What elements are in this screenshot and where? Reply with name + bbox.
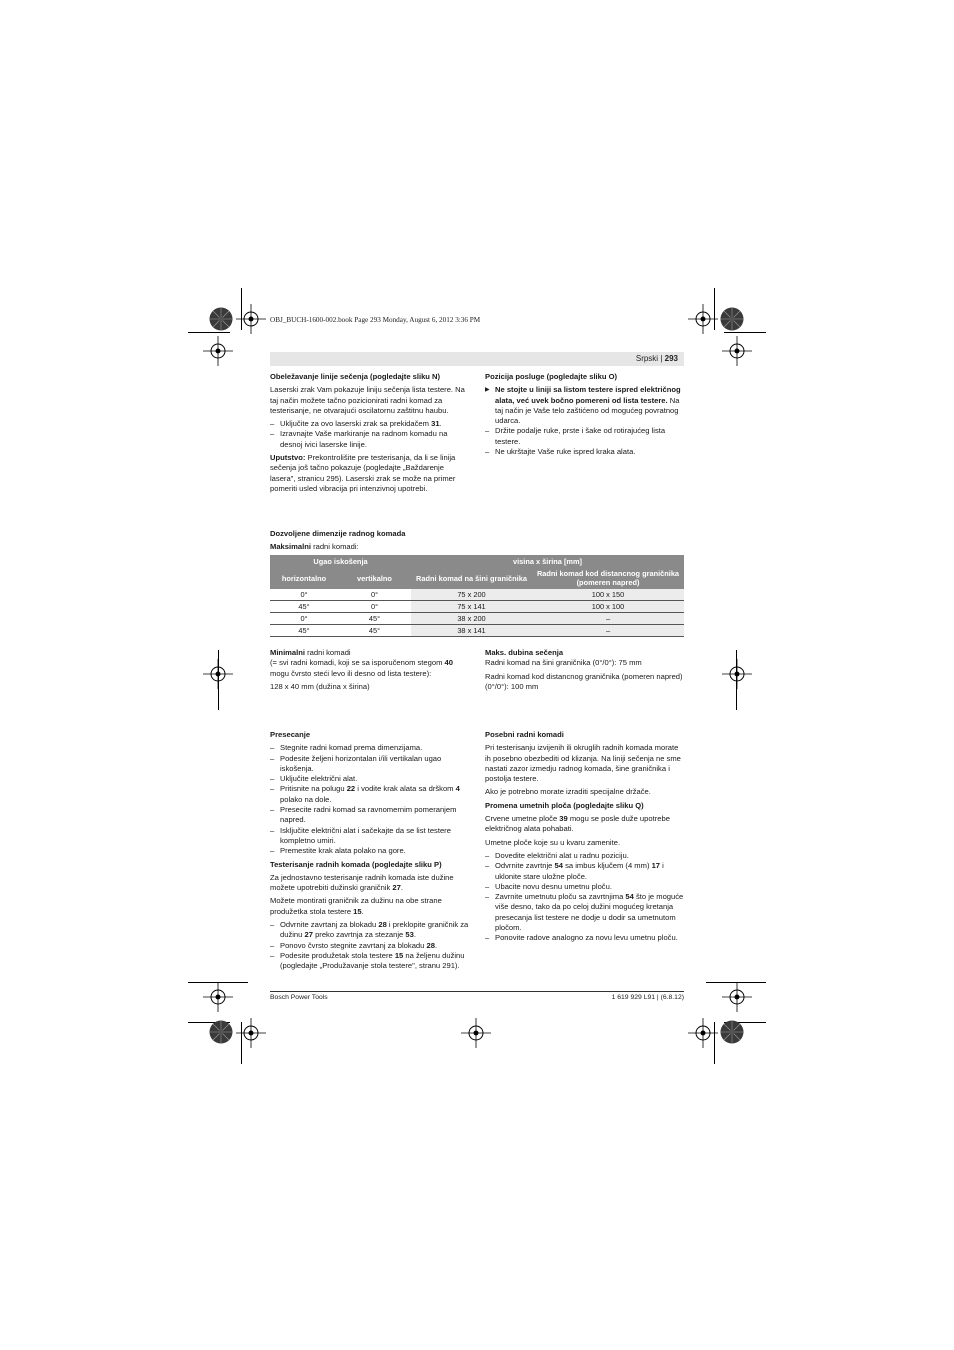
table-header-cell: horizontalno: [270, 567, 338, 589]
list-item: – Odvrnite zavrtanj za blokadu 28 i preklopite graničnik za dužinu 27 preko zavrtnja za stezanje 53.: [270, 920, 469, 941]
table-row: [270, 625, 684, 637]
list-item: – Uključite za ovo laserski zrak sa prekidačem 31.: [270, 419, 469, 429]
table-cell: 100 x 150: [532, 589, 684, 601]
page-number: 293: [664, 354, 678, 363]
warning-item: ▶ Ne stojte u liniji sa listom testere ispred električnog alata, već uvek bočno pomereni od lista testere. Na taj način je Vaše telo zaštićeno od mogućeg povratnog udarca.: [485, 385, 684, 426]
paragraph: (= svi radni komadi, koji se sa isporučenom stegom 40 mogu čvrsto steći levo ili desno od lista testere):: [270, 658, 453, 678]
table-cell: –: [532, 625, 684, 637]
registration-mark-icon: [236, 1018, 266, 1048]
table-header-cell: Radni komad kod distancnog graničnika (pomeren napred): [532, 567, 684, 589]
footer-divider: [270, 991, 684, 992]
color-calibration-dial-icon: [209, 307, 233, 331]
table-cell: 0°: [338, 589, 411, 601]
section-heading: Promena umetnih ploča (pogledajte sliku Q): [485, 800, 644, 810]
table-header-cell: Radni komad na šini graničnika: [411, 567, 532, 589]
footer-doc-number: 1 619 929 L91 | (6.8.12): [611, 994, 684, 1001]
registration-mark-icon: [722, 659, 752, 689]
registration-mark-icon: [203, 659, 233, 689]
table-cell: 45°: [270, 625, 338, 637]
table-cell: 75 x 141: [411, 601, 532, 613]
section-cut: [270, 730, 469, 975]
table-cell: 45°: [270, 601, 338, 613]
file-header: OBJ_BUCH-1600-002.book Page 293 Monday, August 6, 2012 3:36 PM: [270, 316, 481, 324]
section-heading: Pozicija posluge (pogledajte sliku O): [485, 372, 618, 381]
list: [270, 920, 469, 971]
paragraph: Za jednostavno testerisanje radnih komada iste dužine možete upotrebiti dužinski graničnik 27.: [270, 872, 454, 893]
list-item: – Premestite krak alata polako na gore.: [270, 846, 469, 856]
table-cell: 38 x 141: [411, 625, 532, 637]
list-item: – Izravnajte Vaše markiranje na radnom komadu na desnoj ivici laserske linije.: [270, 429, 469, 450]
table-header-row: [270, 567, 684, 589]
section-dimensions: [270, 529, 684, 556]
registration-mark-icon: [236, 304, 266, 334]
table-header-cell: vertikalno: [338, 567, 411, 589]
list-item: – Ponovo čvrsto stegnite zavrtanj za blokadu 28.: [270, 941, 469, 951]
header-language: Srpski: [635, 354, 659, 363]
table-cell: 38 x 200: [411, 613, 532, 625]
paragraph: Crvene umetne ploče 39 mogu se posle duže upotrebe električnog alata pohabati.: [485, 814, 670, 834]
table-header-cell: Ugao iskošenja: [270, 555, 411, 567]
table-row: [270, 613, 684, 625]
table-cell: 45°: [338, 613, 411, 625]
list: [485, 385, 684, 457]
list-item: – Podesite željeni horizontalan i/ili vertikalan ugao iskošenja.: [270, 754, 469, 775]
section-heading: Posebni radni komadi: [485, 730, 564, 739]
list-item: – Dovedite električni alat u radnu poziciju.: [485, 851, 684, 861]
paragraph: Možete montirati graničnik za dužinu na obe strane produžetka stola testere 15.: [270, 896, 442, 916]
table-cell: 100 x 100: [532, 601, 684, 613]
table-header-row: [270, 555, 684, 567]
list-item: – Uključite električni alat.: [270, 774, 469, 784]
section-special: [485, 730, 684, 947]
paragraph: Radni komad kod distancnog graničnika (pomeren napred) (0°/0°): 100 mm: [485, 671, 683, 691]
table-row: [270, 601, 684, 613]
section-depth: [485, 648, 684, 695]
header-separator: |: [660, 354, 663, 363]
list: [270, 419, 469, 450]
registration-mark-icon: [203, 982, 233, 1012]
list: [270, 743, 469, 856]
list-item: – Presecite radni komad sa ravnomernim pomeranjem napred.: [270, 805, 469, 826]
paragraph: 128 x 40 mm (dužina x širina): [270, 681, 370, 691]
list-item: – Pritisnite na polugu 22 i vodite krak alata sa drškom 4 polako na dole.: [270, 784, 469, 805]
table-cell: 0°: [338, 601, 411, 613]
list: [485, 851, 684, 944]
table-cell: 45°: [338, 625, 411, 637]
section-minimum: [270, 648, 469, 695]
table-cell: 75 x 200: [411, 589, 532, 601]
table-cell: –: [532, 613, 684, 625]
registration-mark-icon: [461, 1018, 491, 1048]
paragraph: Minimalni radni komadi: [270, 648, 351, 657]
registration-mark-icon: [722, 336, 752, 366]
list-item: – Ne ukrštajte Vaše ruke ispred kraka alata.: [485, 447, 684, 457]
list-item: – Odvrnite zavrtnje 54 sa imbus ključem (4 mm) 17 i uklonite stare uložne ploče.: [485, 861, 684, 882]
table-cell: 0°: [270, 613, 338, 625]
list-item: – Stegnite radni komad prema dimenzijama.: [270, 743, 469, 753]
section-laser: [270, 372, 469, 497]
list-item: – Držite podalje ruke, prste i šake od rotirajućeg lista testere.: [485, 426, 684, 447]
list-item: – Podesite produžetak stola testere 15 na željenu dužinu (pogledajte „Produžavanje stola testere", stranu 291).: [270, 951, 469, 972]
note: Uputstvo: Prekontrolišite pre testerisanja, da li se linija sečenja još tačno pokazuje (pogledajte „Baždarenje lasera", stranicu 295). Laserski zrak se može na primer pomeriti usled vibracija pri intenzivnoj upotrebi.: [270, 453, 456, 493]
list-item: – Ubacite novu desnu umetnu ploču.: [485, 882, 684, 892]
section-heading: Obeležavanje linije sečenja (pogledajte sliku N): [270, 372, 441, 381]
list-item: – Ponovite radove analogno za novu levu umetnu ploču.: [485, 933, 684, 943]
paragraph: Radni komad na šini graničnika (0°/0°): 75 mm: [485, 658, 642, 668]
table-header-cell: visina x širina [mm]: [411, 555, 684, 567]
registration-mark-icon: [722, 982, 752, 1012]
paragraph: Umetne ploče koje su u kvaru zamenite.: [485, 837, 621, 847]
section-heading: Testerisanje radnih komada (pogledajte sliku P): [270, 859, 442, 869]
color-calibration-dial-icon: [720, 1020, 744, 1044]
color-calibration-dial-icon: [209, 1020, 233, 1044]
list-item: – Isključite električni alat i sačekajte da se list testere kompletno umiri.: [270, 826, 469, 847]
paragraph: Ako je potrebno morate izraditi specijalne držače.: [485, 787, 651, 797]
paragraph: Maksimalni radni komadi:: [270, 542, 359, 552]
section-position: [485, 372, 684, 460]
dimensions-table: [270, 555, 684, 637]
color-calibration-dial-icon: [720, 307, 744, 331]
section-heading: Dozvoljene dimenzije radnog komada: [270, 529, 406, 538]
paragraph: Laserski zrak Vam pokazuje liniju sečenja lista testere. Na taj način možete tačno pozicionirati radni komad za testerisanje, ne otvarajući oscilatornu zaštitnu haubu.: [270, 385, 465, 415]
table-row: [270, 589, 684, 601]
registration-mark-icon: [688, 304, 718, 334]
running-header: [270, 352, 684, 366]
table-cell: 0°: [270, 589, 338, 601]
registration-mark-icon: [688, 1018, 718, 1048]
registration-mark-icon: [203, 336, 233, 366]
list-item: – Zavrnite umetnutu ploču sa zavrtnjima 54 što je moguće više desno, tako da po celoj dužini mogućeg kretanja presecanja list testere ne dodje u dodir sa umetnutom pločom.: [485, 892, 684, 933]
footer-brand: Bosch Power Tools: [270, 994, 328, 1001]
section-heading: Presecanje: [270, 730, 311, 739]
paragraph: Pri testerisanju izvijenih ili okruglih radnih komada morate ih posebno obezbediti od klizanja. Na liniji sečenja ne sme nastati zazor izmedju radnog komada, šine graničnika i postolja testere.: [485, 743, 681, 784]
section-heading: Maks. dubina sečenja: [485, 648, 564, 657]
